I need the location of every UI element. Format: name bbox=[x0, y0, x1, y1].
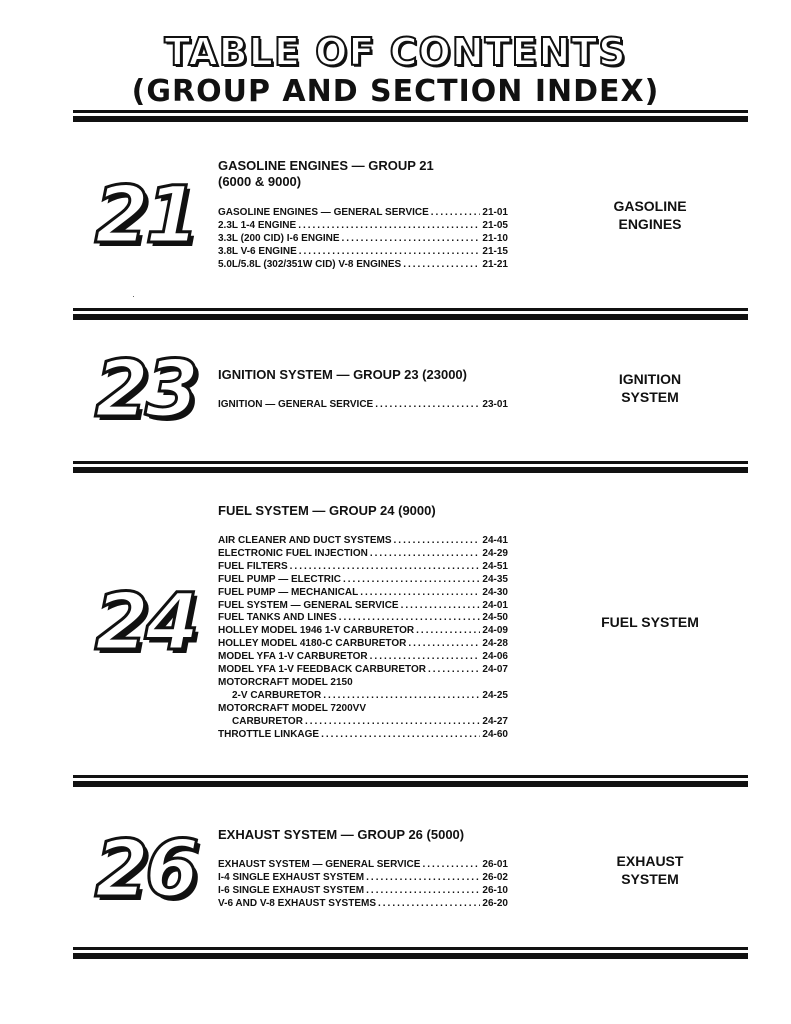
toc-entry[interactable]: FUEL FILTERS ..... 24-51 bbox=[218, 561, 508, 574]
toc-entry[interactable]: HOLLEY MODEL 1946 1-V CARBURETOR ..... 24-09 bbox=[218, 625, 508, 638]
group-heading-23: IGNITION SYSTEM — GROUP 23 (23000) bbox=[218, 367, 467, 382]
section-divider bbox=[73, 308, 748, 320]
toc-entry[interactable]: V-6 AND V-8 EXHAUST SYSTEMS ..... 26-20 bbox=[218, 898, 508, 911]
group-heading-21-line2: (6000 & 9000) bbox=[218, 174, 302, 189]
toc-entry[interactable]: FUEL PUMP — ELECTRIC ..... 24-35 bbox=[218, 574, 508, 587]
toc-entry[interactable]: FUEL SYSTEM — GENERAL SERVICE ..... 24-01 bbox=[218, 600, 508, 613]
toc-entry: MOTORCRAFT MODEL 2150 bbox=[218, 676, 353, 688]
page-title: TABLE OF CONTENTS bbox=[164, 30, 627, 74]
toc-entry[interactable]: ELECTRONIC FUEL INJECTION ..... 24-29 bbox=[218, 548, 508, 561]
group-side-label-26: EXHAUST SYSTEM bbox=[616, 853, 684, 887]
section-divider bbox=[73, 110, 748, 122]
group-heading-21-line1: GASOLINE ENGINES — GROUP 21 bbox=[218, 158, 434, 173]
group-side-label-23: IGNITION SYSTEM bbox=[618, 371, 682, 405]
group-heading-26: EXHAUST SYSTEM — GROUP 26 (5000) bbox=[218, 827, 465, 842]
group-number-24: 24 bbox=[94, 578, 196, 668]
toc-entry[interactable]: IGNITION — GENERAL SERVICE ..... 23-01 bbox=[218, 399, 508, 412]
toc-entry[interactable]: FUEL PUMP — MECHANICAL ..... 24-30 bbox=[218, 587, 508, 600]
section-divider bbox=[73, 947, 748, 959]
section-list-23 bbox=[218, 399, 508, 412]
group-number-21: 21 bbox=[94, 171, 196, 261]
toc-entry[interactable]: MODEL YFA 1-V FEEDBACK CARBURETOR ..... 24-07 bbox=[218, 664, 508, 677]
toc-entry[interactable]: EXHAUST SYSTEM — GENERAL SERVICE ..... 26-01 bbox=[218, 859, 508, 872]
section-list-21 bbox=[218, 207, 508, 272]
section-divider bbox=[73, 461, 748, 473]
group-heading-24: FUEL SYSTEM — GROUP 24 (9000) bbox=[218, 503, 436, 518]
toc-entry[interactable]: GASOLINE ENGINES — GENERAL SERVICE ..... 21-01 bbox=[218, 207, 508, 220]
toc-entry[interactable]: FUEL TANKS AND LINES ..... 24-50 bbox=[218, 612, 508, 625]
group-side-label-21: GASOLINE ENGINES bbox=[613, 198, 687, 232]
toc-entry[interactable]: 5.0L/5.8L (302/351W CID) V-8 ENGINES ..... 21-21 bbox=[218, 259, 508, 272]
toc-entry[interactable]: 2.3L 1-4 ENGINE ..... 21-05 bbox=[218, 220, 508, 233]
group-number-23: 23 bbox=[94, 345, 196, 435]
toc-entry[interactable]: HOLLEY MODEL 4180-C CARBURETOR ..... 24-28 bbox=[218, 638, 508, 651]
group-heading-21 bbox=[218, 158, 518, 190]
toc-entry[interactable]: I-6 SINGLE EXHAUST SYSTEM ..... 26-10 bbox=[218, 885, 508, 898]
toc-entry[interactable]: MODEL YFA 1-V CARBURETOR ..... 24-06 bbox=[218, 651, 508, 664]
toc-entry[interactable]: THROTTLE LINKAGE ..... 24-60 bbox=[218, 729, 508, 742]
toc-entry[interactable]: 3.3L (200 CID) I-6 ENGINE ..... 21-10 bbox=[218, 233, 508, 246]
toc-entry: MOTORCRAFT MODEL 7200VV bbox=[218, 702, 366, 714]
toc-entry[interactable]: 3.8L V-6 ENGINE ..... 21-15 bbox=[218, 246, 508, 259]
section-divider bbox=[73, 775, 748, 787]
section-list-26 bbox=[218, 859, 508, 911]
page-subtitle: (GROUP AND SECTION INDEX) bbox=[131, 74, 660, 109]
toc-entry[interactable]: CARBURETOR ..... 24-27 bbox=[218, 716, 508, 729]
group-side-label-24: FUEL SYSTEM bbox=[601, 614, 699, 630]
toc-entry[interactable]: I-4 SINGLE EXHAUST SYSTEM ..... 26-02 bbox=[218, 872, 508, 885]
scan-speck bbox=[133, 296, 134, 297]
group-number-26: 26 bbox=[94, 825, 196, 915]
toc-entry[interactable]: AIR CLEANER AND DUCT SYSTEMS ..... 24-41 bbox=[218, 535, 508, 548]
section-list-24 bbox=[218, 535, 508, 742]
toc-entry[interactable]: 2-V CARBURETOR ..... 24-25 bbox=[218, 690, 508, 703]
